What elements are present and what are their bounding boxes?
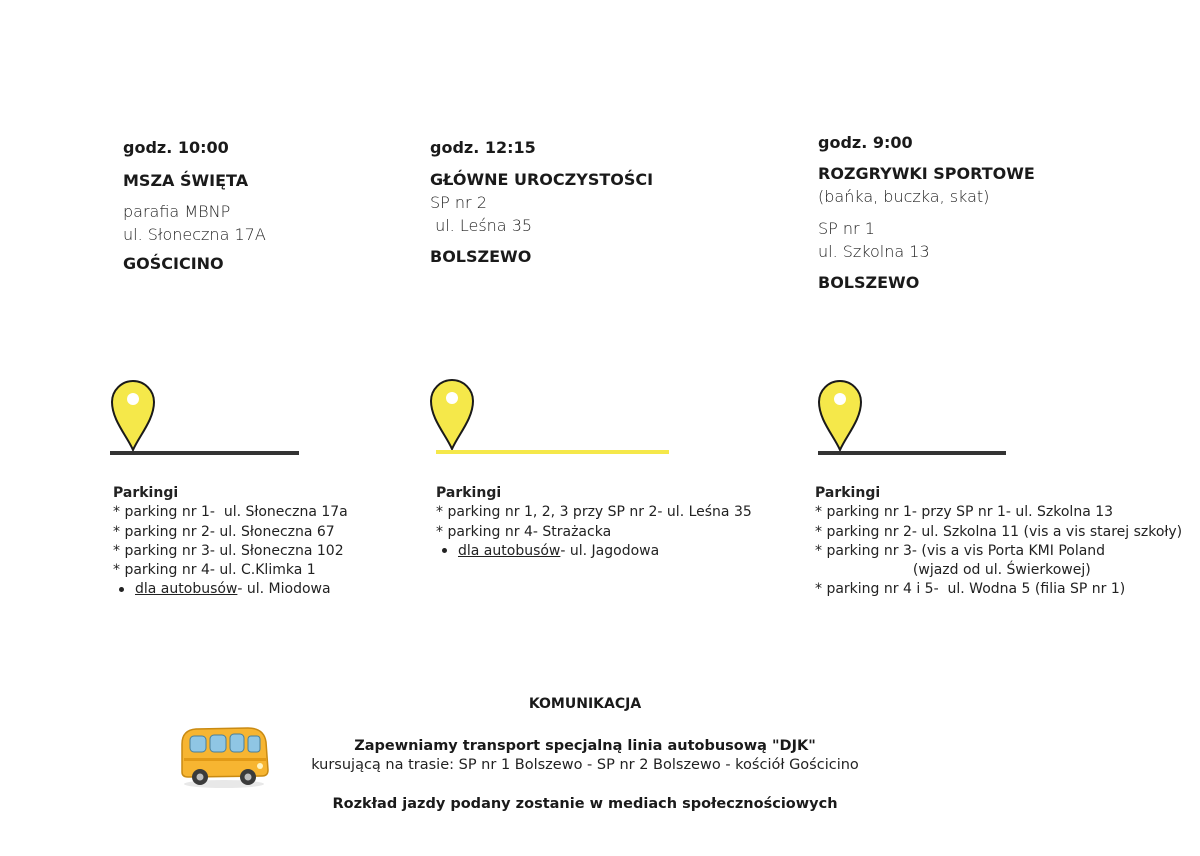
location-line xyxy=(818,451,1006,455)
parking-item: * parking nr 4- ul. C.Klimka 1 xyxy=(113,562,316,579)
bullet-icon xyxy=(442,548,447,553)
event-venue: parafia MBNP xyxy=(123,202,231,221)
event-venue: SP nr 1 xyxy=(818,219,875,238)
event-city: BOLSZEWO xyxy=(818,273,920,292)
event-time: godz. 12:15 xyxy=(430,138,536,157)
parking-heading: Parkingi xyxy=(436,485,502,501)
transport-route: kursującą na trasie: SP nr 1 Bolszewo - SP nr 2 Bolszewo - kościół Gościcino xyxy=(311,757,859,773)
event-city: BOLSZEWO xyxy=(430,247,532,266)
event-address: ul. Szkolna 13 xyxy=(818,242,930,261)
event-subtitle: (bańka, buczka, skat) xyxy=(818,187,990,206)
event-address: ul. Leśna 35 xyxy=(430,216,533,235)
parking-list xyxy=(113,484,348,600)
parking-item: * parking nr 3- (vis a vis Porta KMI Poland xyxy=(815,542,1106,559)
event-time: godz. 10:00 xyxy=(123,138,229,157)
parking-item: * parking nr 1- ul. Słoneczna 17a xyxy=(113,504,348,521)
parking-item: * parking nr 2- ul. Słoneczna 67 xyxy=(113,523,335,540)
event-city: GOŚCICINO xyxy=(123,254,224,273)
event-address: ul. Słoneczna 17A xyxy=(123,225,266,244)
bus-parking-address: - ul. Miodowa xyxy=(237,581,331,598)
location-line xyxy=(110,451,299,455)
event-venue: SP nr 2 xyxy=(430,193,487,212)
parking-item: * parking nr 1- przy SP nr 1- ul. Szkolna 13 xyxy=(815,504,1114,521)
bus-parking-item xyxy=(436,542,752,561)
parking-list xyxy=(815,484,1182,600)
bullet-icon xyxy=(119,587,124,592)
transport-schedule-note: Rozkład jazdy podany zostanie w mediach społecznościowych xyxy=(332,796,838,812)
parking-heading: Parkingi xyxy=(113,485,179,501)
location-line xyxy=(436,450,669,454)
parking-list xyxy=(436,484,752,561)
transport-heading: KOMUNIKACJA xyxy=(528,696,642,712)
parking-item: * parking nr 4 i 5- ul. Wodna 5 (filia SP nr 1) xyxy=(815,581,1126,598)
bus-parking-address: - ul. Jagodowa xyxy=(560,542,660,559)
map-pin-icon xyxy=(429,377,475,451)
event-time: godz. 9:00 xyxy=(818,133,913,152)
event-sports xyxy=(818,133,1035,293)
parking-item: * parking nr 4- Strażacka xyxy=(436,523,612,540)
bus-parking-link[interactable]: dla autobusów xyxy=(458,542,561,559)
event-title: GŁÓWNE UROCZYSTOŚCI xyxy=(430,170,654,189)
event-title: MSZA ŚWIĘTA xyxy=(123,171,249,190)
map-pin-icon xyxy=(817,378,863,452)
transport-line-1: Zapewniamy transport specjalną linia autobusową "DJK" xyxy=(354,738,816,754)
parking-item: * parking nr 2- ul. Szkolna 11 (vis a vis starej szkoły) xyxy=(815,523,1183,540)
parking-item: * parking nr 3- ul. Słoneczna 102 xyxy=(113,542,344,559)
bus-parking-item xyxy=(113,580,348,599)
parking-item: * parking nr 1, 2, 3 przy SP nr 2- ul. Leśna 35 xyxy=(436,504,752,521)
event-mass xyxy=(123,138,266,274)
event-title: ROZGRYWKI SPORTOWE xyxy=(818,164,1035,183)
parking-heading: Parkingi xyxy=(815,485,881,501)
event-ceremony xyxy=(430,138,653,267)
parking-item: (wjazd od ul. Świerkowej) xyxy=(815,562,1091,579)
map-pin-icon xyxy=(110,378,156,452)
bus-parking-link[interactable]: dla autobusów xyxy=(135,581,238,598)
